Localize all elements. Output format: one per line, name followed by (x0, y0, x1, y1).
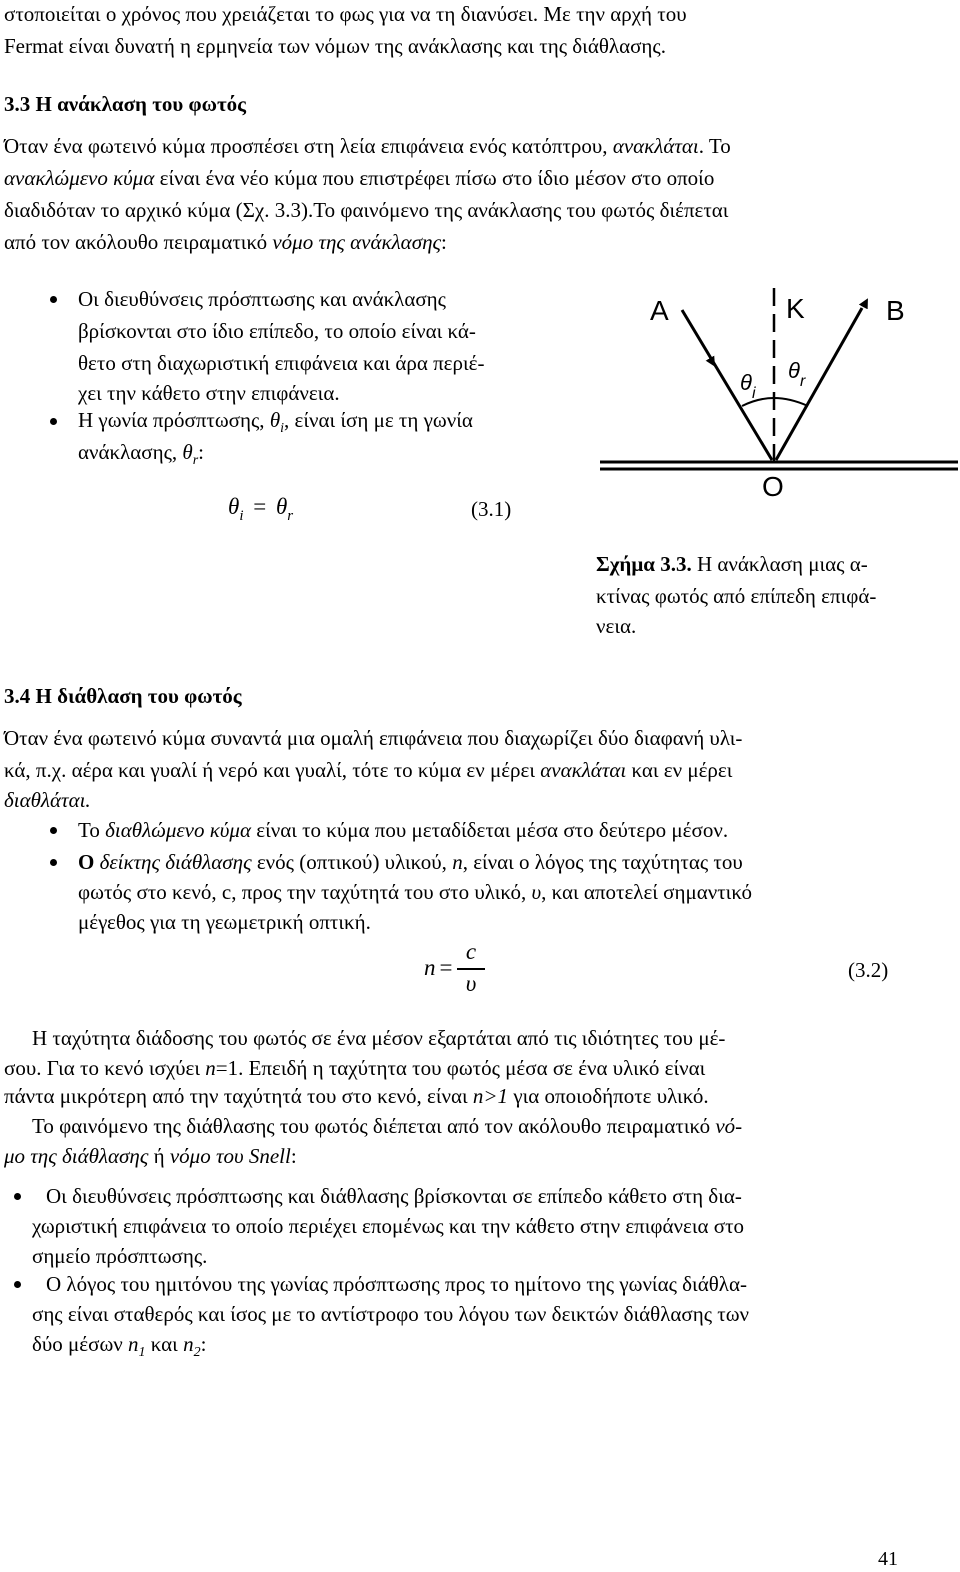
equation-3-2-numerator: c (465, 939, 477, 964)
equation-3-2-denominator: υ (465, 971, 477, 996)
s34-para-2-line-3: πάντα μικρότερη από την ταχύτητά του στο κενό, είναι n>1 για οποιοδήποτε υλικό. (4, 1084, 709, 1108)
section-3-4-heading: 3.4 Η διάθλαση του φωτός (4, 684, 242, 708)
label-a: A (650, 295, 669, 326)
angle-arc-incidence (742, 398, 774, 406)
label-theta-i: $\theta_i$ (740, 370, 756, 402)
bullet-dot (14, 1281, 21, 1288)
s34-bullet-4-line-2: σης είναι σταθερός και ίσος με το αντίστροφο του λόγου των δεικτών διάθλασης των (32, 1302, 750, 1326)
bullet-dot (50, 296, 57, 303)
intro-line-1: στοποιείται ο χρόνος που χρειάζεται το φως για να τη διανύσει. Με την αρχή του (4, 2, 687, 26)
s34-para-2-line-1: Η ταχύτητα διάδοσης του φωτός σε ένα μέσον εξαρτάται από τις ιδιότητες του μέ- (32, 1026, 726, 1050)
equation-3-2-lhs: n = (424, 955, 453, 980)
bullet-dot (14, 1193, 21, 1200)
s33-bullet-1-line-1: Οι διευθύνσεις πρόσπτωσης και ανάκλασης (78, 287, 446, 311)
s34-bullet-3-line-1: Οι διευθύνσεις πρόσπτωσης και διάθλασης βρίσκονται σε επίπεδο κάθετο στη δια- (46, 1184, 742, 1208)
label-k: K (786, 293, 805, 324)
s34-para-1-line-3: διαθλάται. (4, 788, 91, 812)
s34-para-1-line-1: Όταν ένα φωτεινό κύμα συναντά μια ομαλή επιφάνεια που διαχωρίζει δύο διαφανή υλι- (4, 726, 743, 750)
s33-para-line-4: από τον ακόλουθο πειραματικό νόμο της ανάκλασης: (4, 230, 447, 254)
equation-3-2-number: (3.2) (848, 958, 889, 982)
intro-line-2: Fermat είναι δυνατή η ερμηνεία των νόμων της ανάκλασης και της διάθλασης. (4, 34, 666, 58)
s33-bullet-1-line-3: θετο στη διαχωριστική επιφάνεια και άρα περιέ- (78, 351, 485, 375)
bullet-dot (50, 827, 57, 834)
figure-caption-line-3: νεια. (596, 614, 637, 638)
section-3-3-heading: 3.3 Η ανάκλαση του φωτός (4, 92, 247, 116)
page-number: 41 (878, 1548, 898, 1570)
s34-para-3-line-2: μο της διάθλασης ή νόμο του Snell: (4, 1144, 297, 1168)
label-theta-r: $\theta_r$ (788, 358, 806, 390)
reflected-ray (776, 308, 862, 460)
s33-para-line-3: διαδιδόταν το αρχικό κύμα (Σχ. 3.3).Το φαινόμενο της ανάκλασης του φωτός διέπεται (4, 198, 729, 222)
s34-bullet-3-line-3: σημείο πρόσπτωσης. (32, 1244, 208, 1268)
s34-para-3-line-1: Το φαινόμενο της διάθλασης του φωτός διέπεται από τον ακόλουθο πειραματικό νό- (32, 1114, 743, 1138)
label-o: O (762, 471, 784, 502)
label-b: B (886, 295, 905, 326)
s34-para-2-line-2: σου. Για το κενό ισχύει n=1. Επειδή η ταχύτητα του φωτός μέσα σε ένα υλικό είναι (4, 1056, 706, 1080)
angle-arc-reflection (774, 398, 808, 406)
figure-caption-line-1: Σχήμα 3.3. Η ανάκλαση μιας α- (596, 552, 868, 576)
bullet-dot (50, 859, 57, 866)
s34-bullet-4-line-1: Ο λόγος του ημιτόνου της γωνίας πρόσπτωσης προς το ημίτονο της γωνίας διάθλα- (46, 1272, 747, 1296)
s33-bullet-2-line-2: ανάκλασης, $\theta_r$: (78, 440, 205, 469)
s34-bullet-4-line-3: δύο μέσων $n_1$ και $n_2$: (32, 1332, 207, 1361)
s34-bullet-1: Το διαθλώμενο κύμα είναι το κύμα που μεταδίδεται μέσα στο δεύτερο μέσον. (78, 818, 729, 842)
incident-arrow (692, 328, 714, 365)
s33-para-line-1: Όταν ένα φωτεινό κύμα προσπέσει στη λεία επιφάνεια ενός κατόπτρου, ανακλάται. Το (4, 134, 731, 158)
reflected-arrow (852, 300, 867, 328)
s34-bullet-2-line-3: μέγεθος για τη γεωμετρική οπτική. (78, 910, 371, 934)
fraction-bar (457, 968, 485, 970)
s33-bullet-1-line-2: βρίσκονται στο ίδιο επίπεδο, το οποίο είναι κά- (78, 319, 476, 343)
figure-caption-line-2: κτίνας φωτός από επίπεδη επιφά- (596, 584, 877, 608)
s34-bullet-3-line-2: χωριστική επιφάνεια το οποίο περιέχει επομένως και την κάθετο στην επιφάνεια στο (32, 1214, 745, 1238)
s33-bullet-1-line-4: χει την κάθετο στην επιφάνεια. (78, 381, 340, 405)
equation-3-1-number: (3.1) (471, 497, 512, 521)
s34-bullet-2-line-1: Ο δείκτης διάθλασης ενός (οπτικού) υλικού, n, είναι ο λόγος της ταχύτητας του (78, 850, 743, 874)
s34-bullet-2-line-2: φωτός στο κενό, c, προς την ταχύτητά του στο υλικό, υ, και αποτελεί σημαντικό (78, 880, 752, 904)
s33-para-line-2: ανακλώμενο κύμα είναι ένα νέο κύμα που επιστρέφει πίσω στο ίδιο μέσον στο οποίο (4, 166, 715, 190)
s33-bullet-2-line-1: Η γωνία πρόσπτωσης, $\theta_i$, είναι ίση με τη γωνία (78, 408, 473, 437)
reflection-figure (590, 250, 960, 545)
s34-para-1-line-2: κά, π.χ. αέρα και γυαλί ή νερό και γυαλί, τότε το κύμα εν μέρει ανακλάται και εν μέρει (4, 758, 733, 782)
bullet-dot (50, 418, 57, 425)
incident-ray (682, 310, 772, 460)
equation-3-1: $\theta_i = \theta_r$ (228, 494, 294, 524)
